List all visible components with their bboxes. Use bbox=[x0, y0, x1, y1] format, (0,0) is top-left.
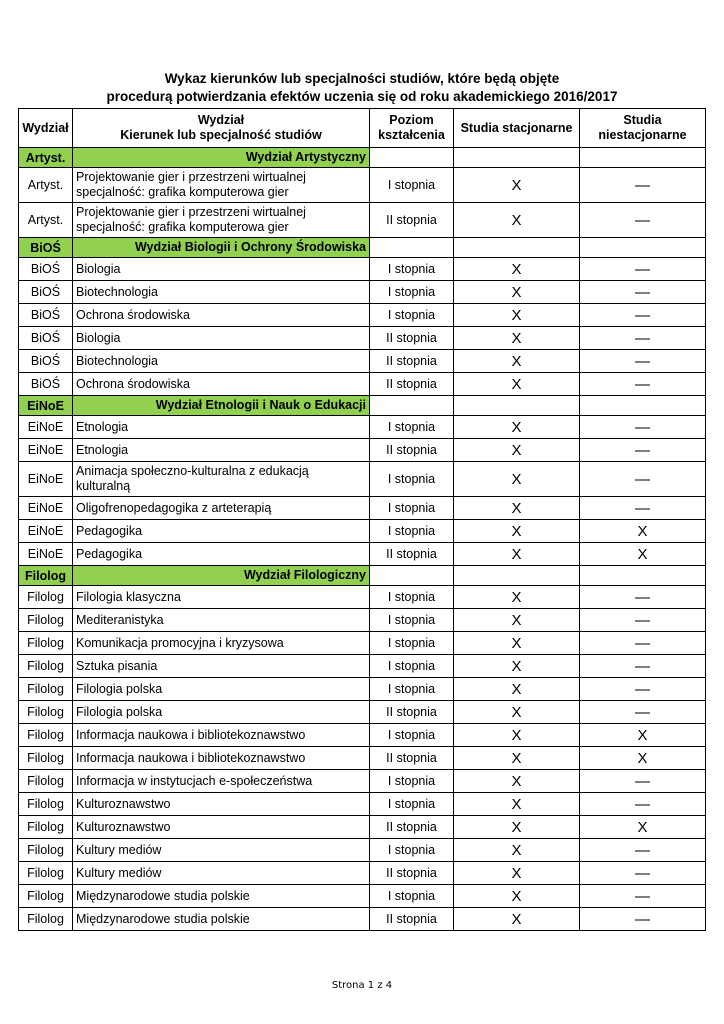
cell-niestacjonarne: — bbox=[580, 908, 706, 931]
cell-wydzial: EiNoE bbox=[19, 416, 73, 439]
cell-wydzial: Filolog bbox=[19, 885, 73, 908]
table-row bbox=[19, 701, 706, 724]
title-line-1: Wykaz kierunków lub specjalności studiów, które będą objęte bbox=[164, 71, 560, 86]
cell-wydzial: Filolog bbox=[19, 862, 73, 885]
cell-stacjonarne: X bbox=[454, 770, 580, 793]
cell-niestacjonarne: — bbox=[580, 462, 706, 497]
cell-kierunek: Ochrona środowiska bbox=[73, 304, 370, 327]
header-stacjonarne: Studia stacjonarne bbox=[454, 109, 580, 148]
cell-wydzial: BiOŚ bbox=[19, 327, 73, 350]
cell-stacjonarne: X bbox=[454, 520, 580, 543]
cell-stacjonarne: X bbox=[454, 839, 580, 862]
cell-kierunek: Kultury mediów bbox=[73, 862, 370, 885]
cell-niestacjonarne: X bbox=[580, 816, 706, 839]
section-abbr: EiNoE bbox=[19, 396, 73, 416]
cell-poziom: II stopnia bbox=[370, 701, 454, 724]
cell-stacjonarne: X bbox=[454, 439, 580, 462]
cell-niestacjonarne: — bbox=[580, 770, 706, 793]
table-row bbox=[19, 839, 706, 862]
cell-poziom: II stopnia bbox=[370, 747, 454, 770]
cell-poziom: II stopnia bbox=[370, 862, 454, 885]
cell-stacjonarne: X bbox=[454, 816, 580, 839]
cell-poziom: I stopnia bbox=[370, 839, 454, 862]
cell-stacjonarne: X bbox=[454, 701, 580, 724]
table-row bbox=[19, 678, 706, 701]
table-body bbox=[19, 148, 706, 931]
cell-niestacjonarne: — bbox=[580, 327, 706, 350]
cell-niestacjonarne: — bbox=[580, 701, 706, 724]
cell-kierunek: Filologia polska bbox=[73, 701, 370, 724]
cell-stacjonarne: X bbox=[454, 724, 580, 747]
cell-kierunek: Filologia polska bbox=[73, 678, 370, 701]
document-title bbox=[0, 70, 724, 106]
cell-wydzial: BiOŚ bbox=[19, 258, 73, 281]
empty-cell bbox=[580, 396, 706, 416]
cell-poziom: II stopnia bbox=[370, 373, 454, 396]
cell-stacjonarne: X bbox=[454, 862, 580, 885]
table-row bbox=[19, 373, 706, 396]
header-wydzial: Wydział bbox=[19, 109, 73, 148]
cell-wydzial: BiOŚ bbox=[19, 281, 73, 304]
table-row bbox=[19, 304, 706, 327]
cell-wydzial: Filolog bbox=[19, 793, 73, 816]
cell-kierunek: Kulturoznawstwo bbox=[73, 816, 370, 839]
cell-wydzial: EiNoE bbox=[19, 497, 73, 520]
cell-niestacjonarne: — bbox=[580, 609, 706, 632]
cell-wydzial: EiNoE bbox=[19, 520, 73, 543]
cell-kierunek: Informacja w instytucjach e-społeczeństwa bbox=[73, 770, 370, 793]
cell-niestacjonarne: — bbox=[580, 586, 706, 609]
cell-stacjonarne: X bbox=[454, 462, 580, 497]
table-header-row bbox=[19, 109, 706, 148]
header-poziom bbox=[370, 109, 454, 148]
cell-stacjonarne: X bbox=[454, 632, 580, 655]
cell-wydzial: Filolog bbox=[19, 586, 73, 609]
cell-kierunek: Animacja społeczno-kulturalna z edukacją kulturalną bbox=[73, 462, 370, 497]
table-row bbox=[19, 203, 706, 238]
table-row bbox=[19, 816, 706, 839]
cell-niestacjonarne: — bbox=[580, 885, 706, 908]
empty-cell bbox=[370, 566, 454, 586]
cell-poziom: I stopnia bbox=[370, 793, 454, 816]
cell-stacjonarne: X bbox=[454, 678, 580, 701]
cell-niestacjonarne: X bbox=[580, 543, 706, 566]
cell-stacjonarne: X bbox=[454, 281, 580, 304]
empty-cell bbox=[580, 148, 706, 168]
section-name: Wydział Filologiczny bbox=[73, 566, 370, 586]
cell-niestacjonarne: X bbox=[580, 747, 706, 770]
section-name: Wydział Etnologii i Nauk o Edukacji bbox=[73, 396, 370, 416]
cell-poziom: I stopnia bbox=[370, 770, 454, 793]
cell-kierunek: Biologia bbox=[73, 258, 370, 281]
programs-table bbox=[18, 108, 706, 931]
table-row bbox=[19, 462, 706, 497]
cell-kierunek: Mediteranistyka bbox=[73, 609, 370, 632]
cell-poziom: I stopnia bbox=[370, 655, 454, 678]
table-row bbox=[19, 770, 706, 793]
cell-wydzial: EiNoE bbox=[19, 439, 73, 462]
table-row bbox=[19, 520, 706, 543]
cell-poziom: II stopnia bbox=[370, 327, 454, 350]
header-niestac-line2: niestacjonarne bbox=[598, 128, 687, 142]
cell-poziom: I stopnia bbox=[370, 304, 454, 327]
cell-niestacjonarne: — bbox=[580, 862, 706, 885]
cell-niestacjonarne: — bbox=[580, 839, 706, 862]
table-row bbox=[19, 543, 706, 566]
empty-cell bbox=[580, 238, 706, 258]
empty-cell bbox=[454, 396, 580, 416]
header-kierunek-line1: Wydział bbox=[197, 113, 245, 127]
cell-poziom: I stopnia bbox=[370, 416, 454, 439]
cell-kierunek: Komunikacja promocyjna i kryzysowa bbox=[73, 632, 370, 655]
cell-poziom: I stopnia bbox=[370, 168, 454, 203]
table-row bbox=[19, 416, 706, 439]
cell-kierunek: Kulturoznawstwo bbox=[73, 793, 370, 816]
cell-poziom: I stopnia bbox=[370, 520, 454, 543]
cell-wydzial: Filolog bbox=[19, 908, 73, 931]
cell-wydzial: Filolog bbox=[19, 724, 73, 747]
cell-stacjonarne: X bbox=[454, 655, 580, 678]
section-abbr: Artyst. bbox=[19, 148, 73, 168]
cell-kierunek: Projektowanie gier i przestrzeni wirtualnej specjalność: grafika komputerowa gier bbox=[73, 168, 370, 203]
empty-cell bbox=[370, 238, 454, 258]
cell-stacjonarne: X bbox=[454, 203, 580, 238]
cell-kierunek: Kultury mediów bbox=[73, 839, 370, 862]
cell-wydzial: Filolog bbox=[19, 770, 73, 793]
page-footer: Strona 1 z 4 bbox=[331, 980, 393, 991]
cell-stacjonarne: X bbox=[454, 350, 580, 373]
cell-niestacjonarne: — bbox=[580, 373, 706, 396]
cell-wydzial: Filolog bbox=[19, 747, 73, 770]
cell-niestacjonarne: — bbox=[580, 655, 706, 678]
cell-poziom: I stopnia bbox=[370, 632, 454, 655]
cell-stacjonarne: X bbox=[454, 416, 580, 439]
cell-niestacjonarne: — bbox=[580, 203, 706, 238]
cell-poziom: II stopnia bbox=[370, 203, 454, 238]
section-row bbox=[19, 566, 706, 586]
cell-wydzial: Filolog bbox=[19, 701, 73, 724]
cell-niestacjonarne: — bbox=[580, 304, 706, 327]
cell-poziom: II stopnia bbox=[370, 439, 454, 462]
empty-cell bbox=[454, 148, 580, 168]
cell-niestacjonarne: — bbox=[580, 678, 706, 701]
header-poziom-line2: kształcenia bbox=[378, 128, 445, 142]
cell-niestacjonarne: X bbox=[580, 724, 706, 747]
cell-kierunek: Ochrona środowiska bbox=[73, 373, 370, 396]
cell-poziom: II stopnia bbox=[370, 350, 454, 373]
cell-stacjonarne: X bbox=[454, 168, 580, 203]
table-row bbox=[19, 586, 706, 609]
cell-stacjonarne: X bbox=[454, 908, 580, 931]
cell-niestacjonarne: — bbox=[580, 793, 706, 816]
cell-wydzial: BiOŚ bbox=[19, 350, 73, 373]
cell-niestacjonarne: — bbox=[580, 632, 706, 655]
table-row bbox=[19, 281, 706, 304]
table-row bbox=[19, 655, 706, 678]
cell-wydzial: Filolog bbox=[19, 655, 73, 678]
table-row bbox=[19, 724, 706, 747]
header-kierunek bbox=[73, 109, 370, 148]
cell-niestacjonarne: — bbox=[580, 497, 706, 520]
cell-stacjonarne: X bbox=[454, 793, 580, 816]
cell-kierunek: Międzynarodowe studia polskie bbox=[73, 908, 370, 931]
cell-kierunek: Pedagogika bbox=[73, 520, 370, 543]
empty-cell bbox=[580, 566, 706, 586]
section-abbr: BiOŚ bbox=[19, 238, 73, 258]
cell-kierunek: Biologia bbox=[73, 327, 370, 350]
cell-stacjonarne: X bbox=[454, 327, 580, 350]
cell-kierunek: Biotechnologia bbox=[73, 350, 370, 373]
cell-kierunek: Sztuka pisania bbox=[73, 655, 370, 678]
cell-wydzial: Filolog bbox=[19, 816, 73, 839]
table-row bbox=[19, 439, 706, 462]
table-row bbox=[19, 793, 706, 816]
empty-cell bbox=[454, 238, 580, 258]
cell-stacjonarne: X bbox=[454, 258, 580, 281]
cell-stacjonarne: X bbox=[454, 747, 580, 770]
cell-kierunek: Filologia klasyczna bbox=[73, 586, 370, 609]
cell-wydzial: BiOŚ bbox=[19, 373, 73, 396]
cell-niestacjonarne: — bbox=[580, 168, 706, 203]
header-niestacjonarne bbox=[580, 109, 706, 148]
cell-niestacjonarne: — bbox=[580, 258, 706, 281]
cell-kierunek: Oligofrenopedagogika z arteterapią bbox=[73, 497, 370, 520]
cell-wydzial: Filolog bbox=[19, 839, 73, 862]
cell-wydzial: Artyst. bbox=[19, 168, 73, 203]
cell-stacjonarne: X bbox=[454, 885, 580, 908]
empty-cell bbox=[370, 148, 454, 168]
cell-kierunek: Etnologia bbox=[73, 416, 370, 439]
cell-niestacjonarne: — bbox=[580, 439, 706, 462]
cell-kierunek: Biotechnologia bbox=[73, 281, 370, 304]
section-row bbox=[19, 396, 706, 416]
table-row bbox=[19, 350, 706, 373]
empty-cell bbox=[454, 566, 580, 586]
table-row bbox=[19, 908, 706, 931]
cell-kierunek: Projektowanie gier i przestrzeni wirtualnej specjalność: grafika komputerowa gier bbox=[73, 203, 370, 238]
cell-wydzial: EiNoE bbox=[19, 543, 73, 566]
table-row bbox=[19, 168, 706, 203]
section-name: Wydział Artystyczny bbox=[73, 148, 370, 168]
cell-poziom: II stopnia bbox=[370, 908, 454, 931]
table-row bbox=[19, 609, 706, 632]
section-name: Wydział Biologii i Ochrony Środowiska bbox=[73, 238, 370, 258]
empty-cell bbox=[370, 396, 454, 416]
header-niestac-line1: Studia bbox=[623, 113, 662, 127]
section-row bbox=[19, 148, 706, 168]
header-kierunek-line2: Kierunek lub specjalność studiów bbox=[120, 128, 322, 142]
cell-stacjonarne: X bbox=[454, 497, 580, 520]
cell-poziom: I stopnia bbox=[370, 724, 454, 747]
cell-stacjonarne: X bbox=[454, 609, 580, 632]
cell-stacjonarne: X bbox=[454, 586, 580, 609]
cell-poziom: I stopnia bbox=[370, 462, 454, 497]
cell-poziom: II stopnia bbox=[370, 543, 454, 566]
cell-wydzial: Filolog bbox=[19, 609, 73, 632]
title-line-2: procedurą potwierdzania efektów uczenia się od roku akademickiego 2016/2017 bbox=[106, 89, 618, 104]
cell-kierunek: Pedagogika bbox=[73, 543, 370, 566]
cell-poziom: II stopnia bbox=[370, 816, 454, 839]
cell-poziom: I stopnia bbox=[370, 258, 454, 281]
table-row bbox=[19, 327, 706, 350]
table-row bbox=[19, 632, 706, 655]
table-row bbox=[19, 885, 706, 908]
cell-kierunek: Informacja naukowa i bibliotekoznawstwo bbox=[73, 724, 370, 747]
cell-wydzial: Filolog bbox=[19, 632, 73, 655]
table-row bbox=[19, 862, 706, 885]
cell-wydzial: Filolog bbox=[19, 678, 73, 701]
cell-poziom: I stopnia bbox=[370, 497, 454, 520]
cell-poziom: I stopnia bbox=[370, 281, 454, 304]
cell-kierunek: Informacja naukowa i bibliotekoznawstwo bbox=[73, 747, 370, 770]
cell-wydzial: EiNoE bbox=[19, 462, 73, 497]
table-row bbox=[19, 747, 706, 770]
section-abbr: Filolog bbox=[19, 566, 73, 586]
cell-poziom: I stopnia bbox=[370, 609, 454, 632]
cell-kierunek: Międzynarodowe studia polskie bbox=[73, 885, 370, 908]
cell-poziom: I stopnia bbox=[370, 678, 454, 701]
cell-niestacjonarne: X bbox=[580, 520, 706, 543]
cell-stacjonarne: X bbox=[454, 373, 580, 396]
table-row bbox=[19, 497, 706, 520]
header-poziom-line1: Poziom bbox=[389, 113, 434, 127]
cell-poziom: I stopnia bbox=[370, 586, 454, 609]
cell-stacjonarne: X bbox=[454, 543, 580, 566]
cell-stacjonarne: X bbox=[454, 304, 580, 327]
cell-poziom: I stopnia bbox=[370, 885, 454, 908]
cell-wydzial: BiOŚ bbox=[19, 304, 73, 327]
cell-kierunek: Etnologia bbox=[73, 439, 370, 462]
section-row bbox=[19, 238, 706, 258]
cell-wydzial: Artyst. bbox=[19, 203, 73, 238]
cell-niestacjonarne: — bbox=[580, 281, 706, 304]
table-row bbox=[19, 258, 706, 281]
cell-niestacjonarne: — bbox=[580, 416, 706, 439]
cell-niestacjonarne: — bbox=[580, 350, 706, 373]
